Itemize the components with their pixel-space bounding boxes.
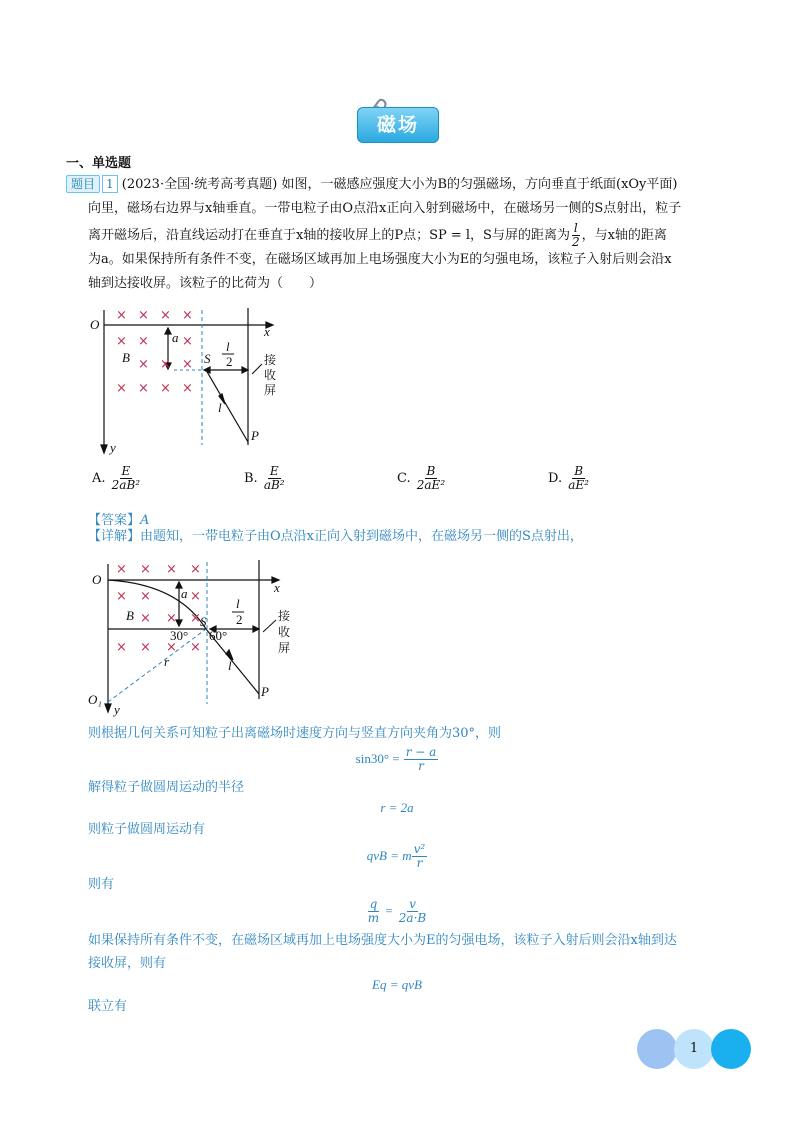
option-a[interactable]: A. $\frac{E}{\text{2aB²}}$ (92, 464, 141, 492)
detail-text-5a: 如果保持所有条件不变，在磁场区域再加上电场强度大小为E的匀强电场，该粒子入射后则会沿x轴到达 (88, 933, 677, 948)
question-text-3b: ，与x轴的距离 (581, 228, 667, 243)
equation-1: sin30° = $\frac{r - a}{r}$ (355, 745, 437, 773)
detail-text-5b: 接收屏，则有 (88, 956, 167, 971)
angle-60: 60° (209, 628, 228, 643)
cross-mark: × (116, 308, 127, 323)
label-y: y (110, 440, 116, 455)
label-B: B (122, 350, 130, 365)
cross-mark: × (140, 589, 151, 604)
figure-2-diagram (88, 554, 298, 719)
detail-text-3: 则粒子做圆周运动有 (88, 822, 206, 837)
page-number: 1 (674, 1029, 714, 1069)
fraction-l-over-2: $\frac{l}{2}$ (571, 221, 580, 249)
page-circle-left (637, 1029, 677, 1069)
question-tag: 题目 (66, 175, 100, 193)
question-text-4: 为a。如果保持所有条件不变，在磁场区域再加上电场强度大小为E的匀强电场，该粒子入射后则会沿x (88, 252, 672, 267)
angle-30: 30° (170, 628, 189, 643)
label-r: r (164, 654, 170, 669)
label-half-n: l (226, 339, 230, 354)
equation-5: Eq = qvB (372, 977, 422, 992)
detail-intro-text: 由题知，一带电粒子由O点沿x正向入射到磁场中，在磁场另一侧的S点射出， (140, 529, 583, 544)
page-title: 磁场 (357, 107, 439, 143)
detail-text-6: 联立有 (88, 999, 128, 1014)
detail-text-2: 解得粒子做圆周运动的半径 (88, 780, 245, 795)
screen-label-1: 接 (278, 609, 291, 623)
label-l: l (218, 400, 222, 415)
label-half-d: 2 (236, 612, 243, 627)
cross-mark: × (140, 611, 151, 626)
cross-mark: × (116, 334, 127, 349)
equation-2: r = 2a (380, 800, 414, 815)
label-O1: O₁ (88, 692, 102, 707)
screen-label-2: 收 (264, 368, 277, 382)
cross-mark: × (116, 640, 127, 655)
screen-label-3: 屏 (264, 383, 277, 397)
label-P: P (261, 684, 269, 699)
cross-mark: × (160, 381, 171, 396)
figure-1-diagram (88, 300, 288, 460)
cross-mark: × (138, 334, 149, 349)
cross-mark: × (182, 308, 193, 323)
cross-mark: × (138, 308, 149, 323)
cross-mark: × (138, 381, 149, 396)
section-heading: 一、单选题 (66, 156, 132, 171)
label-y: y (114, 702, 120, 717)
cross-mark: × (160, 357, 171, 372)
detail-intro (88, 525, 583, 549)
detail-text-1: 则根据几何关系可知粒子出离磁场时速度方向与竖直方向夹角为30°，则 (88, 726, 502, 741)
label-l: l (228, 658, 232, 673)
cross-mark: × (190, 640, 201, 655)
label-P: P (251, 428, 259, 443)
cross-mark: × (190, 562, 201, 577)
cross-mark: × (138, 357, 149, 372)
cross-mark: × (190, 611, 201, 626)
equation-3: qvB = m $\frac{\text{v²}}{r}$ (366, 842, 426, 870)
question-text-3a: 离开磁场后，沿直线运动打在垂直于x轴的接收屏上的P点；SP = l，S与屏的距离为 (88, 228, 570, 243)
question-text-2: 向里，磁场右边界与x轴垂直。一带电粒子由O点沿x正向入射到磁场中，在磁场另一侧的S点射出，粒子 (88, 201, 682, 216)
screen-label-3: 屏 (278, 641, 291, 655)
question-number: 1 (102, 175, 118, 193)
cross-mark: × (182, 357, 193, 372)
screen-label-1: 接 (264, 353, 277, 367)
label-B: B (126, 608, 134, 623)
detail-label: 【详解】 (88, 529, 141, 544)
question-source: (2023·全国·统考高考真题) (121, 177, 278, 192)
page-circle-right (711, 1029, 751, 1069)
cross-mark: × (166, 562, 177, 577)
cross-mark: × (160, 308, 171, 323)
label-S: S (204, 351, 211, 366)
cross-mark: × (140, 640, 151, 655)
option-c[interactable]: C. $\frac{B}{\text{2aE²}}$ (397, 464, 446, 492)
answer-value: A (140, 513, 150, 528)
question-text-5: 轴到达接收屏。该粒子的比荷为（ ） (88, 276, 323, 291)
cross-mark: × (116, 562, 127, 577)
label-half-n: l (236, 596, 240, 611)
question-line-1 (66, 173, 736, 197)
question-text-1: 如图，一磁感应强度大小为B的匀强磁场，方向垂直于纸面(xOy平面) (281, 177, 678, 192)
label-x: x (264, 324, 270, 339)
option-d[interactable]: D. $\frac{B}{\text{aE²}}$ (548, 464, 589, 492)
question-line-3 (88, 222, 667, 249)
cross-mark: × (190, 589, 201, 604)
label-half-d: 2 (226, 354, 233, 369)
label-O: O (92, 572, 102, 587)
cross-mark: × (182, 334, 193, 349)
cross-mark: × (140, 562, 151, 577)
equation-4: $\frac{q}{m}$ = $\frac{v}{2a\cdot B}$ (367, 897, 427, 925)
cross-mark: × (166, 640, 177, 655)
label-a: a (181, 586, 188, 601)
cross-mark: × (166, 611, 177, 626)
detail-text-4: 则有 (88, 877, 115, 892)
cross-mark: × (182, 381, 193, 396)
label-a: a (172, 330, 179, 345)
label-S: S (200, 614, 207, 629)
screen-label-2: 收 (278, 625, 291, 639)
cross-mark: × (116, 589, 127, 604)
answer-label: 【答案】 (88, 513, 141, 528)
cross-mark: × (116, 381, 127, 396)
option-b[interactable]: B. $\frac{E}{\text{aB²}}$ (244, 464, 285, 492)
label-x: x (274, 580, 280, 595)
label-O: O (90, 317, 100, 332)
